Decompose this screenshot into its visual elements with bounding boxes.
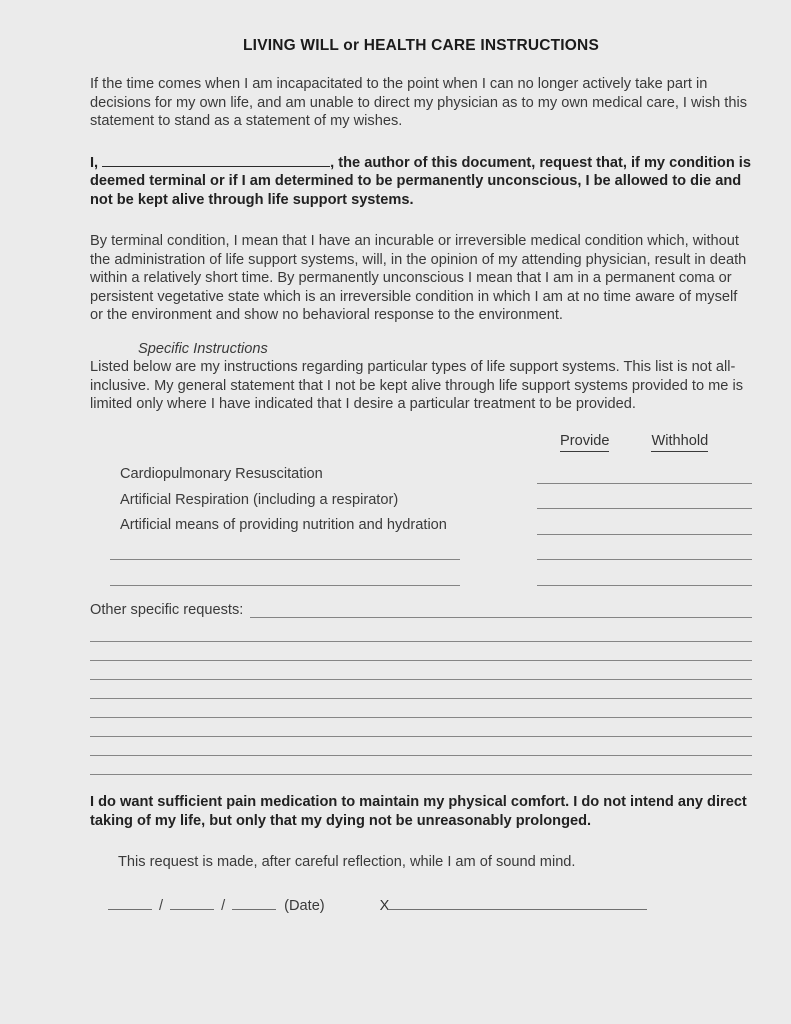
document-title: LIVING WILL or HEALTH CARE INSTRUCTIONS xyxy=(243,37,599,54)
provide-withhold-blank-line[interactable] xyxy=(537,558,752,560)
treatment-table-header xyxy=(560,432,752,453)
signature-blank-line[interactable] xyxy=(389,897,647,910)
treatment-table xyxy=(90,432,752,586)
table-row-respiration xyxy=(90,484,752,510)
blank-line[interactable] xyxy=(90,737,752,756)
blank-line[interactable] xyxy=(90,680,752,699)
blank-line[interactable] xyxy=(90,642,752,661)
provide-withhold-blank-line[interactable] xyxy=(537,584,752,586)
date-day-blank[interactable] xyxy=(170,897,214,910)
pain-medication-paragraph: I do want sufficient pain medication to maintain my physical comfort. I do not intend any direct taking of my life, but only that my dying not be unreasonably prolonged. xyxy=(90,793,747,830)
other-requests-row xyxy=(90,600,752,620)
additional-treatment-blank-line[interactable] xyxy=(110,558,460,560)
table-row-cpr xyxy=(90,458,752,484)
declaration-paragraph xyxy=(90,154,752,210)
other-requests-blank-line[interactable] xyxy=(250,616,752,618)
date-separator: / xyxy=(221,898,226,915)
treatment-label: Artificial Respiration (including a respirator) xyxy=(120,491,399,508)
blank-line[interactable] xyxy=(90,756,752,775)
additional-treatment-blank-line[interactable] xyxy=(110,584,460,586)
blank-line[interactable] xyxy=(90,661,752,680)
table-row-nutrition xyxy=(90,509,752,535)
intro-paragraph: If the time comes when I am incapacitated to the point when I can no longer actively take part in decisions for my own life, and am unable to direct my physician as to my own medical care, I wish this statement to stand as a statement of my wishes. xyxy=(90,76,747,129)
other-requests-label: Other specific requests: xyxy=(90,602,244,618)
sound-mind-paragraph: This request is made, after careful reflection, while I am of sound mind. xyxy=(118,853,576,870)
specific-instructions-intro: Listed below are my instructions regarding particular types of life support systems. This list is not all-inclusive. My general statement that I not be kept alive through life support systems provided to me is limited only where I have indicated that I desire a particular treatment to be provided. xyxy=(90,359,743,412)
table-row-blank xyxy=(90,535,752,561)
date-label: (Date) xyxy=(284,898,325,915)
date-year-blank[interactable] xyxy=(232,897,276,910)
date-signature-row xyxy=(108,897,752,916)
author-name-blank-line[interactable] xyxy=(102,154,330,167)
definitions-paragraph: By terminal condition, I mean that I have an incurable or irreversible medical condition which, without the administration of life support systems, will, in the opinion of my attending physician, result in death within a relatively short time. By permanently unconscious I mean that I am in a permanent coma or persistent vegetative state which is an irreversible condition in which I am at no time aware of myself or the environment and show no behavioral response to the environment. xyxy=(90,233,747,323)
blank-line[interactable] xyxy=(90,624,752,643)
other-requests-write-in-area xyxy=(90,624,752,775)
provide-withhold-blank-line[interactable] xyxy=(537,533,752,535)
date-month-blank[interactable] xyxy=(108,897,152,910)
signature-x-label: X xyxy=(379,898,390,915)
treatment-label: Cardiopulmonary Resuscitation xyxy=(120,466,323,482)
treatment-label: Artificial means of providing nutrition and hydration xyxy=(120,517,447,533)
blank-line[interactable] xyxy=(90,718,752,737)
declaration-prefix: I, xyxy=(90,154,99,171)
specific-instructions-heading: Specific Instructions xyxy=(138,340,268,357)
date-separator: / xyxy=(159,898,164,915)
blank-line[interactable] xyxy=(90,699,752,718)
declaration-suffix: , the author of this document, request that, if my condition is deemed terminal or if I am determined to be permanently unconscious, I be allowed to die and not be kept alive through life support systems. xyxy=(90,154,751,208)
withhold-column-header: Withhold xyxy=(651,432,708,453)
provide-withhold-blank-line[interactable] xyxy=(537,507,752,509)
table-row-blank xyxy=(90,560,752,586)
provide-withhold-blank-line[interactable] xyxy=(537,482,752,484)
provide-column-header: Provide xyxy=(560,432,609,453)
